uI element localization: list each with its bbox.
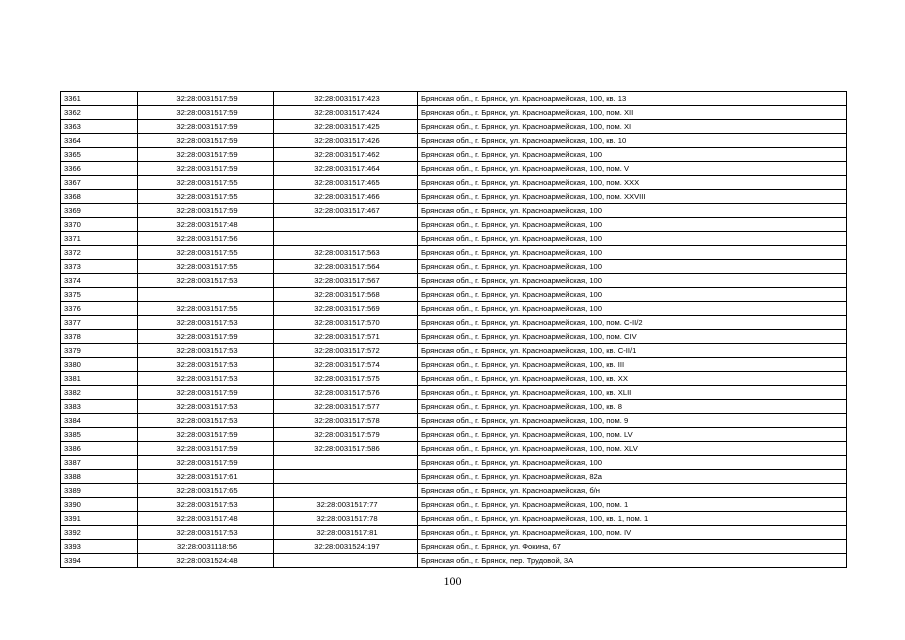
object-cadastral-number-cell: 32:28:0031517:575 <box>274 372 418 386</box>
parcel-cadastral-number-cell: 32:28:0031524:48 <box>138 554 274 568</box>
table-row <box>61 246 847 260</box>
table-row <box>61 106 847 120</box>
table-row <box>61 386 847 400</box>
object-cadastral-number-cell: 32:28:0031517:81 <box>274 526 418 540</box>
object-cadastral-number-cell: 32:28:0031517:465 <box>274 176 418 190</box>
row-number-cell: 3363 <box>61 120 138 134</box>
object-cadastral-number-cell <box>274 218 418 232</box>
parcel-cadastral-number-cell: 32:28:0031517:59 <box>138 456 274 470</box>
address-cell: Брянская обл., г. Брянск, ул. Красноармейская, 100, пом. XLV <box>418 442 847 456</box>
object-cadastral-number-cell: 32:28:0031517:426 <box>274 134 418 148</box>
address-cell: Брянская обл., г. Брянск, ул. Красноармейская, 100 <box>418 148 847 162</box>
object-cadastral-number-cell: 32:28:0031517:574 <box>274 358 418 372</box>
parcel-cadastral-number-cell: 32:28:0031517:53 <box>138 400 274 414</box>
row-number-cell: 3362 <box>61 106 138 120</box>
row-number-cell: 3369 <box>61 204 138 218</box>
object-cadastral-number-cell: 32:28:0031517:466 <box>274 190 418 204</box>
address-cell: Брянская обл., г. Брянск, ул. Фокина, 67 <box>418 540 847 554</box>
parcel-cadastral-number-cell: 32:28:0031517:53 <box>138 414 274 428</box>
object-cadastral-number-cell <box>274 554 418 568</box>
row-number-cell: 3361 <box>61 92 138 106</box>
row-number-cell: 3374 <box>61 274 138 288</box>
row-number-cell: 3392 <box>61 526 138 540</box>
parcel-cadastral-number-cell: 32:28:0031517:59 <box>138 106 274 120</box>
object-cadastral-number-cell: 32:28:0031517:78 <box>274 512 418 526</box>
row-number-cell: 3389 <box>61 484 138 498</box>
address-cell: Брянская обл., г. Брянск, ул. Красноармейская, 100, пом. IV <box>418 526 847 540</box>
object-cadastral-number-cell: 32:28:0031517:464 <box>274 162 418 176</box>
address-cell: Брянская обл., г. Брянск, ул. Красноармейская, б/н <box>418 484 847 498</box>
parcel-cadastral-number-cell: 32:28:0031517:59 <box>138 204 274 218</box>
parcel-cadastral-number-cell: 32:28:0031517:65 <box>138 484 274 498</box>
row-number-cell: 3372 <box>61 246 138 260</box>
row-number-cell: 3390 <box>61 498 138 512</box>
table-row <box>61 470 847 484</box>
address-cell: Брянская обл., г. Брянск, ул. Красноармейская, 100, кв. XX <box>418 372 847 386</box>
table-row <box>61 302 847 316</box>
table-row <box>61 414 847 428</box>
address-cell: Брянская обл., г. Брянск, ул. Красноармейская, 100, кв. 8 <box>418 400 847 414</box>
table-row <box>61 204 847 218</box>
table-row <box>61 358 847 372</box>
address-cell: Брянская обл., г. Брянск, ул. Красноармейская, 100, пом. CIV <box>418 330 847 344</box>
object-cadastral-number-cell: 32:28:0031517:567 <box>274 274 418 288</box>
row-number-cell: 3391 <box>61 512 138 526</box>
table-row <box>61 218 847 232</box>
parcel-cadastral-number-cell: 32:28:0031517:55 <box>138 246 274 260</box>
row-number-cell: 3365 <box>61 148 138 162</box>
row-number-cell: 3379 <box>61 344 138 358</box>
parcel-cadastral-number-cell: 32:28:0031517:59 <box>138 148 274 162</box>
parcel-cadastral-number-cell: 32:28:0031517:59 <box>138 92 274 106</box>
address-cell: Брянская обл., г. Брянск, пер. Трудовой, 3А <box>418 554 847 568</box>
address-cell: Брянская обл., г. Брянск, ул. Красноармейская, 100, кв. 10 <box>418 134 847 148</box>
address-cell: Брянская обл., г. Брянск, ул. Красноармейская, 100, кв. XLII <box>418 386 847 400</box>
parcel-cadastral-number-cell: 32:28:0031517:55 <box>138 176 274 190</box>
table-row <box>61 288 847 302</box>
row-number-cell: 3381 <box>61 372 138 386</box>
object-cadastral-number-cell: 32:28:0031517:77 <box>274 498 418 512</box>
table-row <box>61 148 847 162</box>
object-cadastral-number-cell: 32:28:0031517:564 <box>274 260 418 274</box>
row-number-cell: 3377 <box>61 316 138 330</box>
address-cell: Брянская обл., г. Брянск, ул. Красноармейская, 100, пом. V <box>418 162 847 176</box>
table-row <box>61 512 847 526</box>
address-cell: Брянская обл., г. Брянск, ул. Красноармейская, 100 <box>418 204 847 218</box>
table-row <box>61 484 847 498</box>
table-row <box>61 232 847 246</box>
parcel-cadastral-number-cell: 32:28:0031118:56 <box>138 540 274 554</box>
address-cell: Брянская обл., г. Брянск, ул. Красноармейская, 100, пом. XII <box>418 106 847 120</box>
table-row <box>61 428 847 442</box>
row-number-cell: 3383 <box>61 400 138 414</box>
table-row <box>61 176 847 190</box>
object-cadastral-number-cell: 32:28:0031517:569 <box>274 302 418 316</box>
table-row <box>61 92 847 106</box>
row-number-cell: 3386 <box>61 442 138 456</box>
parcel-cadastral-number-cell: 32:28:0031517:48 <box>138 512 274 526</box>
address-cell: Брянская обл., г. Брянск, ул. Красноармейская, 100, пом. 1 <box>418 498 847 512</box>
parcel-cadastral-number-cell: 32:28:0031517:53 <box>138 358 274 372</box>
table-row <box>61 316 847 330</box>
object-cadastral-number-cell: 32:28:0031517:563 <box>274 246 418 260</box>
object-cadastral-number-cell <box>274 232 418 246</box>
parcel-cadastral-number-cell: 32:28:0031517:61 <box>138 470 274 484</box>
table-row <box>61 260 847 274</box>
page-number: 100 <box>443 574 462 588</box>
parcel-cadastral-number-cell: 32:28:0031517:55 <box>138 260 274 274</box>
address-cell: Брянская обл., г. Брянск, ул. Красноармейская, 100 <box>418 302 847 316</box>
row-number-cell: 3387 <box>61 456 138 470</box>
address-cell: Брянская обл., г. Брянск, ул. Красноармейская, 100, кв. III <box>418 358 847 372</box>
parcel-cadastral-number-cell: 32:28:0031517:53 <box>138 372 274 386</box>
object-cadastral-number-cell: 32:28:0031517:579 <box>274 428 418 442</box>
row-number-cell: 3393 <box>61 540 138 554</box>
parcel-cadastral-number-cell: 32:28:0031517:59 <box>138 386 274 400</box>
parcel-cadastral-number-cell: 32:28:0031517:59 <box>138 330 274 344</box>
address-cell: Брянская обл., г. Брянск, ул. Красноармейская, 100, кв. 1, пом. 1 <box>418 512 847 526</box>
object-cadastral-number-cell: 32:28:0031517:576 <box>274 386 418 400</box>
table-row <box>61 274 847 288</box>
address-cell: Брянская обл., г. Брянск, ул. Красноармейская, 100, пом. С-II/2 <box>418 316 847 330</box>
parcel-cadastral-number-cell: 32:28:0031517:53 <box>138 344 274 358</box>
parcel-cadastral-number-cell: 32:28:0031517:48 <box>138 218 274 232</box>
row-number-cell: 3364 <box>61 134 138 148</box>
parcel-cadastral-number-cell: 32:28:0031517:55 <box>138 190 274 204</box>
parcel-cadastral-number-cell: 32:28:0031517:53 <box>138 316 274 330</box>
parcel-cadastral-number-cell: 32:28:0031517:59 <box>138 162 274 176</box>
row-number-cell: 3378 <box>61 330 138 344</box>
object-cadastral-number-cell <box>274 470 418 484</box>
parcel-cadastral-number-cell: 32:28:0031517:56 <box>138 232 274 246</box>
object-cadastral-number-cell: 32:28:0031517:424 <box>274 106 418 120</box>
address-cell: Брянская обл., г. Брянск, ул. Красноармейская, 100 <box>418 232 847 246</box>
registry-table-body <box>61 92 847 568</box>
object-cadastral-number-cell: 32:28:0031517:586 <box>274 442 418 456</box>
registry-table <box>60 91 847 568</box>
address-cell: Брянская обл., г. Брянск, ул. Красноармейская, 100, пом. XXVIII <box>418 190 847 204</box>
table-row <box>61 442 847 456</box>
address-cell: Брянская обл., г. Брянск, ул. Красноармейская, 100 <box>418 274 847 288</box>
address-cell: Брянская обл., г. Брянск, ул. Красноармейская, 100 <box>418 246 847 260</box>
row-number-cell: 3370 <box>61 218 138 232</box>
table-row <box>61 344 847 358</box>
parcel-cadastral-number-cell: 32:28:0031517:53 <box>138 498 274 512</box>
table-row <box>61 400 847 414</box>
parcel-cadastral-number-cell <box>138 288 274 302</box>
table-row <box>61 190 847 204</box>
address-cell: Брянская обл., г. Брянск, ул. Красноармейская, 100, кв. С-II/1 <box>418 344 847 358</box>
address-cell: Брянская обл., г. Брянск, ул. Красноармейская, 100, пом. XI <box>418 120 847 134</box>
row-number-cell: 3375 <box>61 288 138 302</box>
address-cell: Брянская обл., г. Брянск, ул. Красноармейская, 82а <box>418 470 847 484</box>
row-number-cell: 3384 <box>61 414 138 428</box>
address-cell: Брянская обл., г. Брянск, ул. Красноармейская, 100 <box>418 260 847 274</box>
address-cell: Брянская обл., г. Брянск, ул. Красноармейская, 100, пом. 9 <box>418 414 847 428</box>
object-cadastral-number-cell: 32:28:0031517:568 <box>274 288 418 302</box>
address-cell: Брянская обл., г. Брянск, ул. Красноармейская, 100, пом. XXX <box>418 176 847 190</box>
object-cadastral-number-cell: 32:28:0031517:423 <box>274 92 418 106</box>
address-cell: Брянская обл., г. Брянск, ул. Красноармейская, 100, пом. LV <box>418 428 847 442</box>
table-row <box>61 540 847 554</box>
table-row <box>61 554 847 568</box>
parcel-cadastral-number-cell: 32:28:0031517:55 <box>138 302 274 316</box>
table-row <box>61 498 847 512</box>
object-cadastral-number-cell: 32:28:0031524:197 <box>274 540 418 554</box>
object-cadastral-number-cell: 32:28:0031517:571 <box>274 330 418 344</box>
object-cadastral-number-cell: 32:28:0031517:572 <box>274 344 418 358</box>
address-cell: Брянская обл., г. Брянск, ул. Красноармейская, 100 <box>418 456 847 470</box>
row-number-cell: 3366 <box>61 162 138 176</box>
object-cadastral-number-cell: 32:28:0031517:578 <box>274 414 418 428</box>
parcel-cadastral-number-cell: 32:28:0031517:59 <box>138 120 274 134</box>
parcel-cadastral-number-cell: 32:28:0031517:53 <box>138 274 274 288</box>
object-cadastral-number-cell: 32:28:0031517:570 <box>274 316 418 330</box>
address-cell: Брянская обл., г. Брянск, ул. Красноармейская, 100 <box>418 218 847 232</box>
table-row <box>61 526 847 540</box>
table-row <box>61 456 847 470</box>
table-row <box>61 162 847 176</box>
parcel-cadastral-number-cell: 32:28:0031517:59 <box>138 442 274 456</box>
parcel-cadastral-number-cell: 32:28:0031517:59 <box>138 428 274 442</box>
object-cadastral-number-cell <box>274 456 418 470</box>
table-row <box>61 372 847 386</box>
object-cadastral-number-cell: 32:28:0031517:425 <box>274 120 418 134</box>
object-cadastral-number-cell: 32:28:0031517:577 <box>274 400 418 414</box>
row-number-cell: 3368 <box>61 190 138 204</box>
row-number-cell: 3385 <box>61 428 138 442</box>
row-number-cell: 3376 <box>61 302 138 316</box>
row-number-cell: 3394 <box>61 554 138 568</box>
row-number-cell: 3380 <box>61 358 138 372</box>
parcel-cadastral-number-cell: 32:28:0031517:59 <box>138 134 274 148</box>
table-row <box>61 120 847 134</box>
row-number-cell: 3388 <box>61 470 138 484</box>
object-cadastral-number-cell <box>274 484 418 498</box>
address-cell: Брянская обл., г. Брянск, ул. Красноармейская, 100, кв. 13 <box>418 92 847 106</box>
object-cadastral-number-cell: 32:28:0031517:462 <box>274 148 418 162</box>
row-number-cell: 3367 <box>61 176 138 190</box>
parcel-cadastral-number-cell: 32:28:0031517:53 <box>138 526 274 540</box>
row-number-cell: 3373 <box>61 260 138 274</box>
object-cadastral-number-cell: 32:28:0031517:467 <box>274 204 418 218</box>
row-number-cell: 3382 <box>61 386 138 400</box>
table-row <box>61 134 847 148</box>
address-cell: Брянская обл., г. Брянск, ул. Красноармейская, 100 <box>418 288 847 302</box>
table-row <box>61 330 847 344</box>
row-number-cell: 3371 <box>61 232 138 246</box>
